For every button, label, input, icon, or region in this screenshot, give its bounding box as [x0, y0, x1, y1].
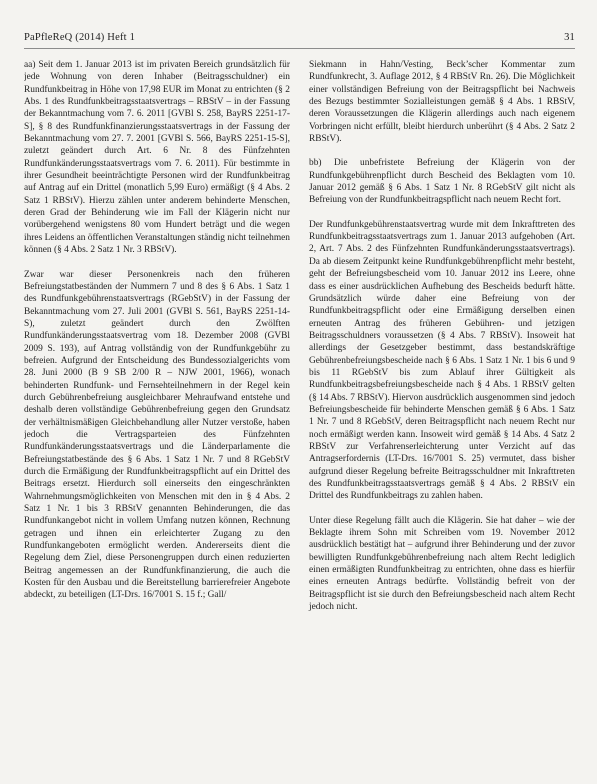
- right-column: [309, 59, 575, 778]
- paragraph-aa: aa) Seit dem 1. Januar 2013 ist im privaten Bereich grundsätzlich für jede Wohnung von deren Inhaber (Beitragsschuldner) ein Rundfunkbeitrag in Höhe von 17,98 EUR im Monat zu entrichten (§ 2 Abs. 1 des Rundfunkbeitragsstaatsvertrags – RBStV – in der Fassung der Bekanntmachung vom 7. 6. 2011 [GVBl S. 258, BayRS 2251-17-S], § 8 des Rundfunkfinanzierungsstaatsvertrags in der Fassung der Bekanntmachung vom 27. 7. 2001 [GVBl S. 566, BayRS 2251-15-S], zuletzt geändert durch Art. 6 Nr. 8 des Fünfzehnten Rundfunkänderungsstaatsvertrags vom 7. 6. 2011). Für bestimmte in ihrer Gesundheit beeinträchtigte Personen wird der Rundfunkbeitrag auf Antrag auf ein Drittel (monatlich 5,99 Euro) ermäßigt (§ 4 Abs. 2 Satz 1 RBStV). Hierzu zählen unter anderem behinderte Menschen, deren Grad der Behinderung wie im Fall der Klägerin nicht nur vorübergehend wenigstens 80 vom Hundert beträgt und die wegen ihres Leidens an öffentlichen Veranstaltungen ständig nicht teilnehmen können (§ 4 Abs. 2 Satz 1 Nr. 3 RBStV).: [24, 60, 290, 256]
- paragraph-klaegerin: Unter diese Regelung fällt auch die Klägerin. Sie hat daher – wie der Beklagte ihrem Sohn mit Schreiben vom 19. November 2012 ausdrücklich bestätigt hat – aufgrund ihrer Behinderung und der zuvor bewilligten Rundfunkgebührenbefreiung nach altem Recht lediglich einen ermäßigten Rundfunkbeitrag zu entrichten, ohne dass es hierfür eines erneuten Antrags bedürfte. Vollständig befreit von der Beitragspflicht ist sie durch den Befreiungsbescheid nach altem Recht jedoch nicht.: [309, 515, 575, 613]
- paragraph-citation-continuation: Siekmann in Hahn/Vesting, Beck’scher Kommentar zum Rundfunkrecht, 3. Auflage 2012, § 4 RBStV Rn. 26). Die Möglichkeit einer vollständigen Befreiung von der Beitragspflicht bei Nachweis des Bezugs bestimmter Sozialleistungen gemäß § 4 Abs. 1 RBStV, deren Voraussetzungen die Klägerin allerdings auch nach eigenem Vorbringen nicht erfüllt, bleibt hierdurch unberührt (§ 4 Abs. 2 Satz 2 RBStV).: [309, 60, 575, 145]
- body-columns: [24, 59, 575, 778]
- page-number: 31: [564, 32, 575, 43]
- paragraph-zwar: Zwar war dieser Personenkreis nach den früheren Befreiungstatbeständen der Nummern 7 und 8 des § 6 Abs. 1 Satz 1 des Rundfunkgebührenstaatsvertrags (RGebStV) in der Fassung der Bekanntmachung vom 27. Juli 2001 (GVBl S. 561, BayRS 2251-14-S), zuletzt geändert durch den Zwölften Rundfunkänderungsstaatsvertrag vom 18. Dezember 2008 (GVBl 2009 S. 193), auf Antrag vollständig von der Rundfunkgebühr zu befreien. Aufgrund der Entscheidung des Bundessozialgerichts vom 28. Juni 2000 (B 9 SB 2/00 R – NJW 2001, 1966), wonach behinderten Rundfunk- und Fernsehteilnehmern in der Regel kein durch Gebührenbefreiung ausgleichbarer Mehraufwand entstehe und deshalb deren vollständige Gebührenbefreiung gegen den Grundsatz der verhältnismäßigen Gleichbehandlung aller Nutzer verstoße, haben jedoch die Vertragsparteien des Fünfzehnten Rundfunkänderungsstaatsvertrags und die Länderparlamente die Befreiungstatbestände des § 6 Abs. 1 Satz 1 Nr. 7 und 8 RGebStV durch die Ermäßigung der Rundfunkbeitragspflicht auf ein Drittel des Beitrags ersetzt. Hierdurch soll einerseits den eingeschränkten Wahrnehmungsmöglichkeiten von Menschen mit den in § 4 Abs. 2 Satz 1 Nr. 1 bis 3 RBStV genannten Behinderungen, die das Rundfunkangebot nicht in vollem Umfang nutzen können, Rechnung getragen und ihnen ein erleichterter Zugang zu den Rundfunkangeboten ermöglicht werden. Andererseits dient die Regelung dem Ziel, diese Personengruppen durch einen reduzierten Beitrag angemessen an der Rundfunkfinanzierung, die auch die Kosten für den Ausbau und die Bereitstellung barrierefreier Angebote abdeckt, zu beteiligen (LT-Drs. 16/7001 S. 15 f.; Gall/: [24, 269, 290, 601]
- running-header: [24, 32, 575, 49]
- journal-title: PaPfleReQ (2014) Heft 1: [24, 32, 136, 43]
- paragraph-staatsvertrag: Der Rundfunkgebührenstaatsvertrag wurde mit dem Inkrafttreten des Rundfunkbeitragsstaatsvertrags zum 1. Januar 2013 aufgehoben (Art. 2, Art. 7 Abs. 2 des Fünfzehnten Rundfunkänderungsstaatsvertrags). Da ab diesem Zeitpunkt keine Rundfunkgebührenpflicht mehr besteht, geht der Befreiungsbescheid vom 10. Januar 2012 ins Leere, ohne dass es einer ausdrücklichen Aufhebung des Bescheids bedurft hätte. Grundsätzlich würde daher eine Befreiung von der Rundfunkbeitragspflicht oder eine Ermäßigung derselben einen erneuten Antrag des früheren Gebühren- und jetzigen Beitragsschuldners voraussetzen (§ 4 Abs. 7 RBStV). Insoweit hat allerdings der Gesetzgeber bestimmt, dass bestandskräftige Gebührenbefreiungsbescheide nach § 6 Abs. 1 Satz 1 Nr. 1 bis 6 und 9 bis 11 RGebStV bis zum Ablauf ihrer Gültigkeit als Rundfunkbeitragsbefreiungsbescheide nach § 4 Abs. 1 RBStV gelten (§ 14 Abs. 7 RBStV). Hiervon ausdrücklich ausgenommen sind jedoch Befreiungsbescheide für behinderte Menschen gemäß § 6 Abs. 1 Satz 1 Nr. 7 und 8 RGebStV, deren Beitragspflicht nach neuem Recht nur noch ermäßigt werden kann. Insoweit wird gemäß § 14 Abs. 4 Satz 2 RBStV zur Verfahrenserleichterung unter Verzicht auf das Antragserfordernis (LT-Drs. 16/7001 S. 25) vermutet, dass bisher aufgrund dieser Regelung befreite Beitragsschuldner mit Inkrafttreten des Rundfunkbeitragsstaatsvertrags gemäß § 4 Abs. 2 RBStV ein Drittel des Rundfunkbeitrags zu zahlen haben.: [309, 219, 575, 502]
- paragraph-bb: bb) Die unbefristete Befreiung der Klägerin von der Rundfunkgebührenpflicht durch Bescheid des Beklagten vom 10. Januar 2012 gemäß § 6 Abs. 1 Satz 1 Nr. 8 RGebStV gilt nicht als Befreiung von der Rundfunkbeitragspflicht nach neuem Recht fort.: [309, 158, 575, 206]
- left-column: [24, 59, 290, 778]
